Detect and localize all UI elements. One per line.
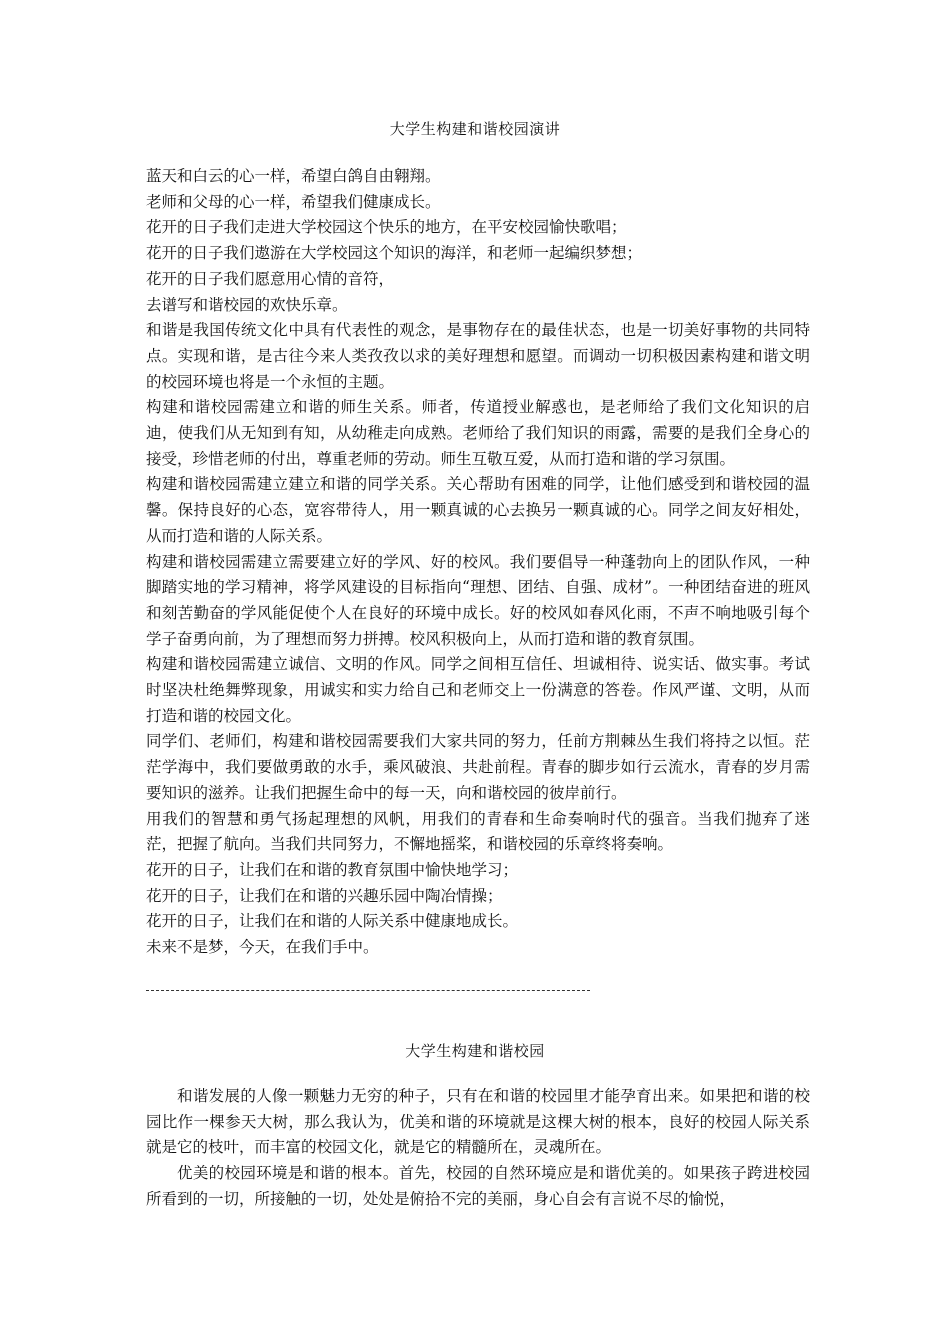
speech-paragraph: 去谱写和谐校园的欢快乐章。 [146,295,348,314]
speech-paragraph: 构建和谐校园需建立诚信、文明的作风。同学之间相互信任、坦诚相待、说实话、做实事。考试时坚决杜绝舞弊现象，用诚实和实力给自己和老师交上一份满意的答卷。作风严谨、文明，从而打造和谐的校园文化。 [146,655,810,725]
speech-paragraph: 花开的日子我们愿意用心情的音符， [146,269,395,288]
speech-paragraph: 花开的日子我们遨游在大学校园这个知识的海洋，和老师一起编织梦想； [146,244,643,263]
speech-paragraph: 花开的日子，让我们在和谐的兴趣乐园中陶冶情操； [146,886,503,905]
speech-paragraph: 花开的日子，让我们在和谐的教育氛围中愉快地学习； [146,860,519,879]
speech-paragraph: 和谐是我国传统文化中具有代表性的观念，是事物存在的最佳状态，也是一切美好事物的共同特点。实现和谐，是古往今来人类孜孜以求的美好理想和愿望。而调动一切积极因素构建和谐文明的校园环境也将是一个永恒的主题。 [146,321,810,391]
essay-title: 大学生构建和谐校园 [405,1042,545,1060]
speech-paragraph: 未来不是梦，今天，在我们手中。 [146,938,379,957]
speech-paragraph: 构建和谐校园需建立建立和谐的同学关系。关心帮助有困难的同学，让他们感受到和谐校园的温馨。保持良好的心态，宽容带待人，用一颗真诚的心去换另一颗真诚的心。同学之间友好相处，从而打造和谐的人际关系。 [146,475,810,545]
speech-title: 大学生构建和谐校园演讲 [389,120,561,138]
speech-paragraph: 构建和谐校园需建立需要建立好的学风、好的校风。我们要倡导一种蓬勃向上的团队作风，一种脚踏实地的学习精神，将学风建设的目标指向“理想、团结、自强、成材”。一种团结奋进的班风和刻苦勤奋的学风能促使个人在良好的环境中成长。好的校风如春风化雨，不声不响地吸引每个学子奋勇向前，为了理想而努力拼搏。校风积极向上，从而打造和谐的教育氛围。 [146,552,810,648]
speech-body [146,164,810,961]
speech-paragraph: 花开的日子我们走进大学校园这个快乐的地方，在平安校园愉快歌唱； [146,218,627,237]
speech-paragraph: 同学们、老师们，构建和谐校园需要我们大家共同的努力，任前方荆棘丛生我们将持之以恒。茫茫学海中，我们要做勇敢的水手，乘风破浪、共赴前程。青春的脚步如行云流水，青春的岁月需要知识的滋养。让我们把握生命中的每一天，向和谐校园的彼岸前行。 [146,732,810,802]
speech-paragraph: 构建和谐校园需建立和谐的师生关系。师者，传道授业解惑也，是老师给了我们文化知识的启迪，使我们从无知到有知，从幼稚走向成熟。老师给了我们知识的雨露，需要的是我们全身心的接受，珍惜老师的付出，尊重老师的劳动。师生互敬互爱，从而打造和谐的学习氛围。 [146,398,810,468]
essay-body [146,1084,810,1213]
speech-paragraph: 老师和父母的心一样，希望我们健康成长。 [146,192,441,211]
essay-paragraph: 优美的校园环境是和谐的根本。首先，校园的自然环境应是和谐优美的。如果孩子跨进校园所看到的一切，所接触的一切，处处是俯拾不完的美丽，身心自会有言说不尽的愉悦， [146,1164,810,1208]
essay-paragraph: 和谐发展的人像一颗魅力无穷的种子，只有在和谐的校园里才能孕育出来。如果把和谐的校园比作一棵参天大树，那么我认为，优美和谐的环境就是这棵大树的根本，良好的校园人际关系就是它的枝叶，而丰富的校园文化，就是它的精髓所在，灵魂所在。 [146,1087,810,1157]
speech-paragraph: 用我们的智慧和勇气扬起理想的风帆，用我们的青春和生命奏响时代的强音。当我们抛弃了迷茫，把握了航向。当我们共同努力，不懈地摇桨，和谐校园的乐章终将奏响。 [146,809,810,854]
section-divider [146,990,590,991]
speech-paragraph: 蓝天和白云的心一样，希望白鸽自由翱翔。 [146,167,441,185]
speech-paragraph: 花开的日子，让我们在和谐的人际关系中健康地成长。 [146,912,519,931]
